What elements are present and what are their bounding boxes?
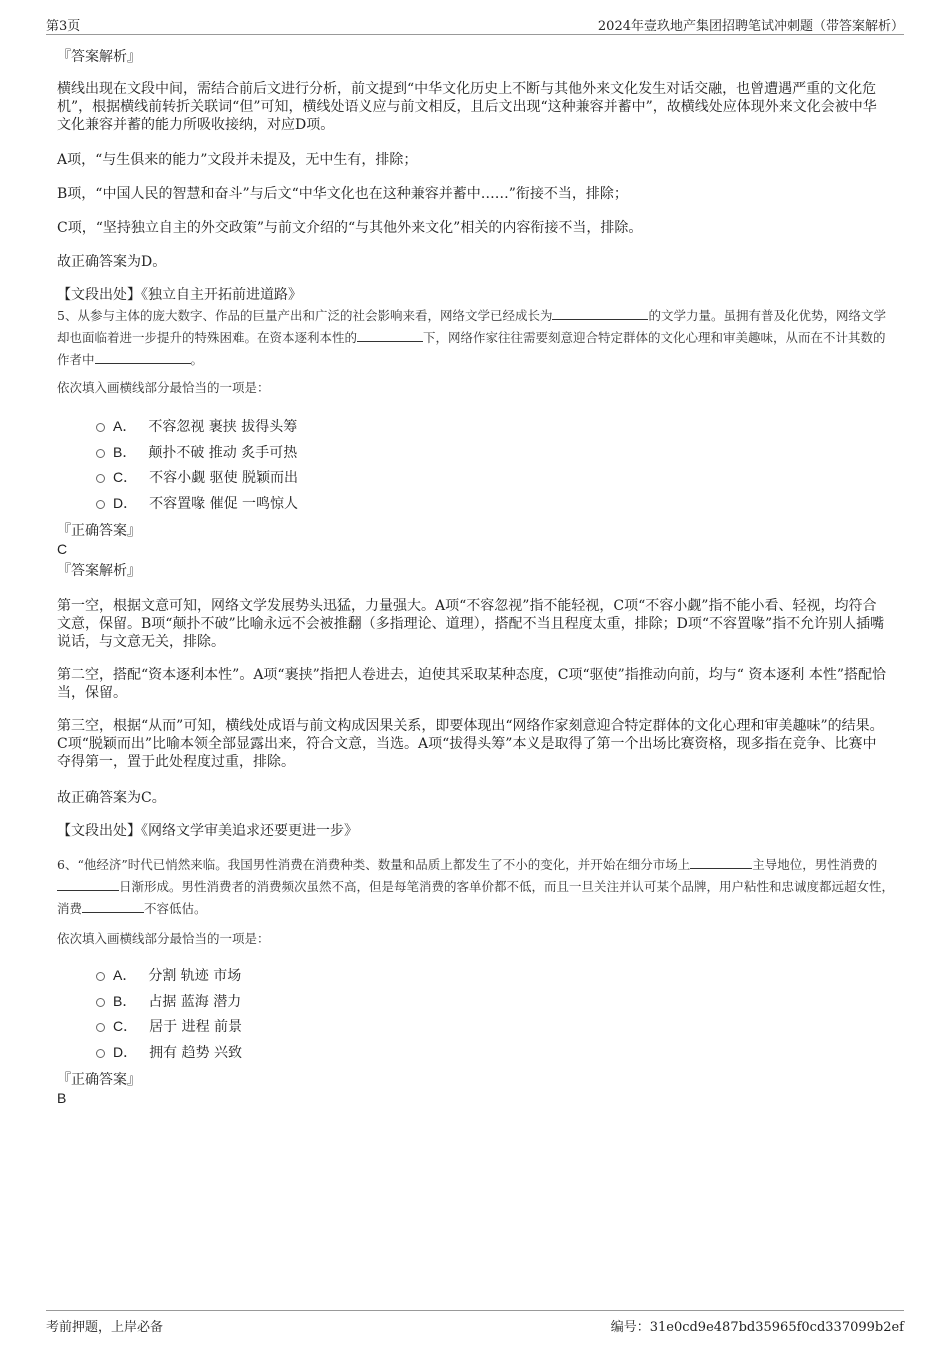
radio-button[interactable] <box>96 998 105 1007</box>
option-c[interactable]: C． 不容小觑 驱使 脱颖而出 <box>96 467 298 487</box>
document-code: 编号：31e0cd9e487bd35965f0cd337099b2ef <box>610 1320 904 1335</box>
option-d[interactable]: D． 不容置喙 催促 一鸣惊人 <box>96 493 298 513</box>
fill-blank <box>82 898 144 913</box>
option-d[interactable]: D． 拥有 趋势 兴致 <box>96 1042 242 1062</box>
fill-blank <box>552 305 648 320</box>
option-a[interactable]: A． 分割 轨迹 市场 <box>96 965 241 985</box>
fill-blank <box>57 876 119 891</box>
analysis-paragraph: A项，“与生俱来的能力”文段并未提及，无中生有，排除； <box>57 152 418 168</box>
source-citation: 【文段出处】《网络文学审美追求还要更进一步》 <box>57 823 358 839</box>
correct-answer: C <box>57 541 68 557</box>
question-prompt: 依次填入画横线部分最恰当的一项是： <box>57 931 270 946</box>
document-title: 2024年壹玖地产集团招聘笔试冲刺题（带答案解析） <box>597 19 904 34</box>
fill-blank <box>690 854 752 869</box>
correct-answer: B <box>57 1090 67 1106</box>
analysis-conclusion: 故正确答案为C。 <box>57 790 166 806</box>
footer-slogan: 考前押题，上岸必备 <box>46 1320 164 1335</box>
fill-blank <box>95 349 191 364</box>
analysis-conclusion: 故正确答案为D。 <box>57 254 167 270</box>
analysis-paragraph: 第二空，搭配“资本逐利本性”。A项“裹挟”指把人卷进去，迫使其采取某种态度，C项“驱使”指推动向前，均与“ 资本逐利 本性”搭配恰当，保留。 <box>57 667 886 701</box>
question-stem: 5、从参与主体的庞大数字、作品的巨量产出和广泛的社会影响来看，网络文学已经成长为 的文学力量。虽拥有普及化优势，网络文学却也面临着进一步提升的特殊困难。在资本逐利本性的 下，网络作家往往需要刻意迎合特定群体的文化心理和审美趣味，从而在不计其数的作者中 。 <box>57 305 897 371</box>
option-b[interactable]: B． 颠扑不破 推动 炙手可热 <box>96 442 297 462</box>
option-b[interactable]: B． 占据 蓝海 潜力 <box>96 991 241 1011</box>
radio-button[interactable] <box>96 474 105 483</box>
page-number: 第3页 <box>46 19 81 34</box>
analysis-paragraph: B项，“中国人民的智慧和奋斗”与后文“中华文化也在这种兼容并蓄中……”衔接不当，排除； <box>57 186 628 202</box>
radio-button[interactable] <box>96 972 105 981</box>
analysis-heading: 『答案解析』 <box>57 49 141 65</box>
radio-button[interactable] <box>96 449 105 458</box>
radio-button[interactable] <box>96 500 105 509</box>
option-c[interactable]: C． 居于 进程 前景 <box>96 1016 242 1036</box>
answer-heading: 『正确答案』 <box>57 523 141 539</box>
analysis-heading: 『答案解析』 <box>57 563 141 579</box>
analysis-paragraph: 第三空，根据“从而”可知，横线处成语与前文构成因果关系，即要体现出“网络作家刻意迎合特定群体的文化心理和审美趣味”的结果。C项“脱颖而出”比喻本领全部显露出来，符合文意，当选。A项“拔得头筹”本义是取得了第一个出场比赛资格，现多指在竞争、比赛中夺得第一，置于此处程度过重，排除。 <box>57 718 884 770</box>
radio-button[interactable] <box>96 1049 105 1058</box>
analysis-paragraph: 横线出现在文段中间，需结合前后文进行分析，前文提到“中华文化历史上不断与其他外来文化发生对话交融，也曾遭遇严重的文化危机”，根据横线前转折关联词“但”可知，横线处语义应与前文相反，且后文出现“这种兼容并蓄中”，故横线处应体现外来文化会被中华文化兼容并蓄的能力所吸收接纳，对应D项。 <box>57 81 877 133</box>
answer-heading: 『正确答案』 <box>57 1072 141 1088</box>
page-header <box>46 14 904 35</box>
page-footer <box>46 1310 904 1335</box>
radio-button[interactable] <box>96 423 105 432</box>
source-citation: 【文段出处】《独立自主开拓前进道路》 <box>57 287 302 303</box>
analysis-paragraph: 第一空，根据文意可知，网络文学发展势头迅猛，力量强大。A项“不容忽视”指不能轻视，C项“不容小觑”指不能小看、轻视，均符合文意，保留。B项“颠扑不破”比喻永远不会被推翻（多指理论、道理），搭配不当且程度太重，排除；D项“不容置喙”指不允许别人插嘴说话，与文意无关，排除。 <box>57 598 885 650</box>
option-a[interactable]: A． 不容忽视 裹挟 拔得头筹 <box>96 416 297 436</box>
radio-button[interactable] <box>96 1023 105 1032</box>
fill-blank <box>357 327 423 342</box>
question-stem: 6、“他经济”时代已悄然来临。我国男性消费在消费种类、数量和品质上都发生了不小的变化，并开始在细分市场上 主导地位，男性消费的日渐形成。男性消费者的消费频次虽然不高，但是每笔消费的客单价都不低，而且一旦关注并认可某个品牌，用户粘性和忠诚度都远超女性，消费 不容低估。 <box>57 854 897 920</box>
analysis-paragraph: C项，“坚持独立自主的外交政策”与前文介绍的“与其他外来文化”相关的内容衔接不当，排除。 <box>57 220 643 236</box>
question-prompt: 依次填入画横线部分最恰当的一项是： <box>57 380 270 395</box>
